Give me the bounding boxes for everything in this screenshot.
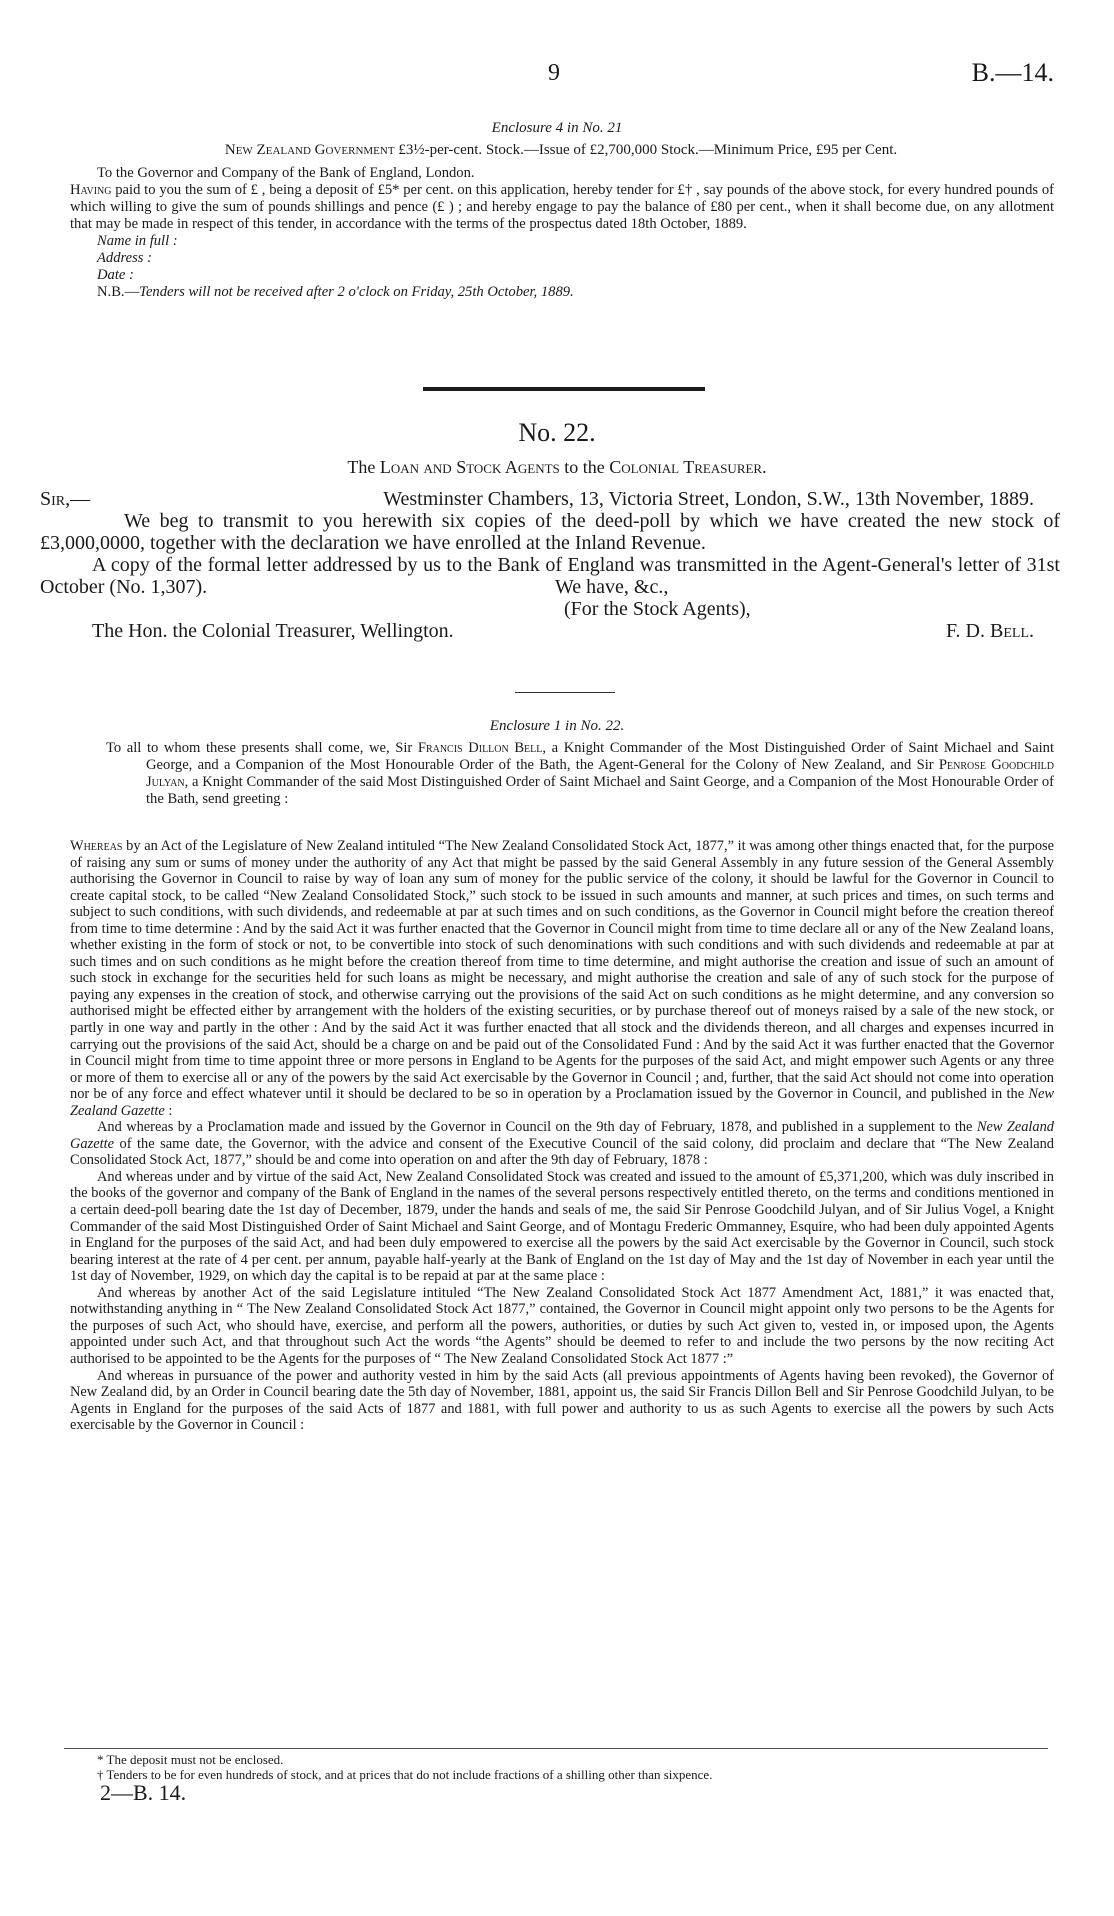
deed-paragraph-2 — [70, 1119, 1054, 1169]
deed-intro — [106, 740, 1054, 808]
deed-paragraph-5: And whereas in pursuance of the power and authority vested in him by the said Acts (all previous appointments of Agents having been revoked), the Governor of New Zealand did, by an Order in Council bearing date the 5th day of November, 1881, appoint us, the said Sir Francis Dillon Bell and Sir Penrose Goodchild Julyan, to be Agents in England for the purposes of the said Acts of 1877 and 1881, with full power and authority to us as such Agents to exercise all the powers by such Acts exercisable by the Governor in Council : — [70, 1367, 1054, 1434]
date-label: Date : — [97, 267, 134, 283]
recipient: The Hon. the Colonial Treasurer, Wellington. — [92, 620, 454, 642]
deed-paragraph-4: And whereas by another Act of the said Legislature intituled “The New Zealand Consolidated Stock Act 1877 Amendment Act, 1881,” it was enacted that, notwithstanding anything in “ The New Zealand Consolidated Stock Act 1877,” contained, the Governor in Council might appoint only two persons to be the Agents for the purposes of such Act, who should have, exercise, and perform all the powers, authorities, or duties by such Act given to, vested in, or imposed upon, the Agents appointed under such Act, and that throughout such Act the words “the Agents” should be deemed to refer to and include the two persons by the now reciting Act authorised to be appointed to be the Agents for the purposes of “ The New Zealand Consolidated Stock Act 1877 :” — [70, 1284, 1054, 1367]
stock-issue-details: £3½-per-cent. Stock.—Issue of £2,700,000 Stock.—Minimum Price, £95 per Cent. — [394, 142, 898, 158]
heading-to: to the — [559, 457, 610, 477]
deed-paragraph-1-end: : — [164, 1102, 173, 1119]
salutation-row — [40, 488, 1060, 510]
tender-body: paid to you the sum of £ , being a deposit of £5* per cent. on this application, hereby tender for £† , say pounds of the above stock, for every hundred pounds of which willing to give the sum of pounds shillings and pence (£ ) ; and hereby engage to pay the balance of £80 per cent., when it shall become due, on any allotment that may be made in respect of this tender, in accordance with the terms of the prospectus dated 18th October, 1889. — [70, 182, 1054, 232]
tender-form — [70, 165, 1054, 301]
tender-paragraph — [70, 182, 1054, 233]
heading-recipient: Colonial Treasurer — [609, 457, 763, 477]
footnotes — [70, 1752, 1054, 1782]
page-number: 9 — [548, 60, 560, 86]
signature-initials: F. D. — [946, 620, 990, 642]
footnote-rule — [64, 1748, 1048, 1749]
intro-part-c: , a Knight Commander of the said Most Distinguished Order of Saint Michael and Saint George, and a Companion of the Most Honourable Order of the Bath, send greeting : — [146, 774, 1054, 807]
intro-part-b: , a Knight Commander of the Most Distinguished Order of Saint Michael and Saint George, and a Companion of the Most Honourable Order of the Bath, the Agent-General for the Colony of New Zealand, and Sir — [146, 740, 1054, 773]
name-label: Name in full : — [97, 233, 178, 249]
nb-prefix: N.B.— — [97, 284, 140, 300]
sender-address: Westminster Chambers, 13, Victoria Street, London, S.W., 13th November, 1889. — [383, 488, 1034, 510]
nb-text: Tenders will not be received after 2 o'clock on Friday, 25th October, 1889. — [139, 284, 574, 300]
heading-end: . — [762, 457, 767, 477]
letter-paragraph-2: A copy of the formal letter addressed by us to the Bank of England was transmitted in the Agent-General's letter of 31st October (No. 1,307). — [40, 554, 1060, 598]
whereas-word: Whereas — [70, 838, 123, 854]
salutation: Sir,— — [40, 488, 91, 510]
signature-surname: Bell — [990, 620, 1029, 642]
document-reference: B.—14. — [971, 58, 1054, 87]
deed-paragraph-1 — [70, 838, 1054, 1119]
letter-heading — [0, 457, 1114, 478]
heading-the: The — [347, 457, 380, 477]
deed-paragraph-1-text: by an Act of the Legislature of New Zealand intituled “The New Zealand Consolidated Stock Act, 1877,” it was among other things enacted that, for the purpose of raising any sum or sums of money under the authority of any Act that might be passed by the said General Assembly in any future session of the General Assembly authorising the Governor in Council to raise by way of loan any sum of money for the public service of the colony, it should be lawful for the Governor in Council to create capital stock, to be called “New Zealand Consolidated Stock,” such stock to be issued in such amounts and manner, at such prices and times, on such terms and subject to such conditions, with such dividends, and redeemable at par at such times and on such conditions, as the Governor in Council might before the creation thereof from time to time determine : And by the said Act it was further enacted that the Governor in Council might from time to time declare all or any of the New Zealand loans, whether existing in the form of stock or not, to be convertible into stock of such denominations with such conditions and with such dividends and redeemable at par at such times and on such conditions as he might before the creation thereof from time to time determine, and might authorise the creation and issue of such an amount of such stock in exchange for the securities held for such loans as might be necessary, and might authorise the creation and sale of any of such stock for the purpose of paying any expenses in the creation of stock, and otherwise carrying out the provisions of the said Act on such conditions as he might determine, and any conversion so authorised might be effected either by arrangement with the holders of the existing securities, or by purchase thereof out of moneys raised by a sale of the new stock, or partly in one way and partly in the other : And by the said Act it was further enacted that all stock and the dividends thereon, and all charges and expenses incurred in carrying out the provisions of the said Act, should be a charge on and be paid out of the Consolidated Fund : And by the said Act it was further enacted that the Governor in Council might from time to time appoint three or more persons in England to be Agents for the purposes of the said Act, and might empower such Agents or any three or more of them to exercise all or any of the powers by the said Act exercisable by the Governor in Council ; and, further, that the said Act should not come into operation nor be of any force and effect whatever until it should be declared to be so in operation by a Proclamation issued by the Governor in Council, and published in the — [70, 838, 1054, 1103]
tender-addressee: To the Governor and Company of the Bank of England, London. — [97, 165, 475, 181]
enclosure-1-title: Enclosure 1 in No. 22. — [489, 718, 625, 734]
address-label: Address : — [97, 250, 152, 266]
printer-signature-mark: 2—B. 14. — [100, 1780, 187, 1805]
letter-paragraph-1: We beg to transmit to you herewith six copies of the deed-poll by which we have created the new stock of £3,000,0000, together with the declaration we have enrolled at the Inland Revenue. — [40, 510, 1060, 554]
intro-name-julyan: Penrose Goodchild Julyan — [146, 757, 1054, 790]
signature-end: . — [1029, 620, 1034, 642]
deed-paragraph-2-b: of the same date, the Governor, with the advice and consent of the Executive Council of the said colony, did proclaim and declare that “The New Zealand Consolidated Stock Act, 1877,” should be and come into operation on and after the 9th day of February, 1878 : — [70, 1135, 1054, 1169]
signature — [946, 620, 1060, 642]
enclosure-4-title: Enclosure 4 in No. 21 — [491, 120, 623, 136]
for-agents: (For the Stock Agents), — [564, 598, 751, 620]
recipient-row — [40, 620, 1060, 642]
government-name: New Zealand Government — [224, 142, 395, 158]
deed-paragraph-2-a: And whereas by a Proclamation made and issued by the Governor in Council on the 9th day of February, 1878, and published in a supplement to the — [97, 1119, 977, 1136]
deed-body — [70, 838, 1054, 1434]
heading-sender: Loan and Stock Agents — [379, 457, 560, 477]
nb-note — [70, 284, 1054, 301]
gazette-name-2: New Zealand Gazette — [70, 1119, 1055, 1152]
intro-name-bell: Francis Dillon Bell — [417, 740, 543, 756]
short-divider — [515, 692, 615, 693]
gazette-name: New Zealand Gazette — [70, 1086, 1054, 1119]
footnote-deposit: * The deposit must not be enclosed. — [97, 1752, 284, 1767]
deed-paragraph-3: And whereas under and by virtue of the said Act, New Zealand Consolidated Stock was created and issued to the amount of £5,371,200, which was duly inscribed in the books of the governor and company of the Bank of England in the names of the several persons respectively entitled thereto, on the terms and conditions mentioned in a certain deed-poll bearing date the 1st day of December, 1879, under the hands and seals of me, the said Sir Penrose Goodchild Julyan, and of Sir Julius Vogel, a Knight Commander of the said Most Distinguished Order of Saint Michael and Saint George, and of Montagu Frederic Ommanney, Esquire, who had been duly appointed Agents in England for the purposes of the said Act, and had been duly empowered to exercise all the powers by the said Act exercisable by the Governor in Council, such stock bearing interest at the rate of 4 per cent. per annum, payable half-yearly at the Bank of England on the 1st day of May and the 1st day of November in each year until the 1st day of November, 1929, on which day the capital is to be repaid at par at the same place : — [70, 1168, 1054, 1285]
closing: We have, &c., — [555, 576, 669, 598]
stock-issue-heading — [96, 142, 1026, 159]
intro-part-a: To all to whom these presents shall come, we, Sir — [106, 740, 418, 756]
tender-first-word: Having — [70, 182, 112, 198]
deed-intro-text — [106, 740, 1054, 808]
letter-body — [40, 488, 1060, 642]
letter-number: No. 22. — [518, 418, 596, 447]
section-divider — [423, 387, 705, 391]
footnote-tenders: † Tenders to be for even hundreds of stock, and at prices that do not include fractions of a shilling other than sixpence. — [97, 1767, 713, 1782]
